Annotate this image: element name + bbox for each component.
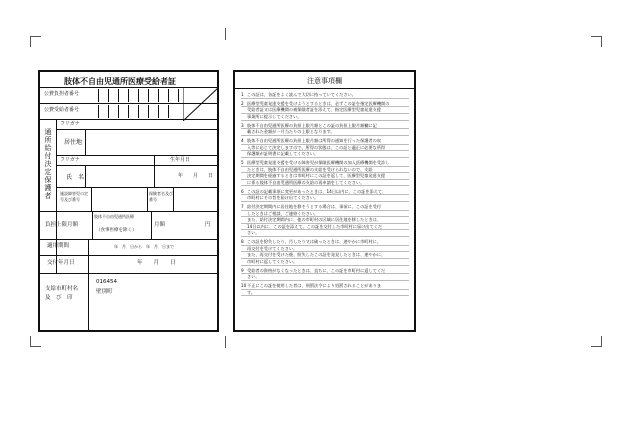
- note-text: たときは、肢体不自由児通所医療の支給を受けられないので、支給: [247, 166, 373, 172]
- period-value: 年 月 日から 年 月 日まで: [114, 244, 174, 249]
- furigana-label-2: フリガナ: [60, 157, 80, 163]
- note-item: [241, 239, 409, 265]
- payer-number-cells: [98, 89, 179, 102]
- note-line: [241, 180, 409, 187]
- guardian-side-label: 通所給付決定保護者: [44, 128, 52, 200]
- center-mark-bottom: [225, 336, 226, 348]
- note-text: さい。: [247, 274, 260, 280]
- note-line: [241, 283, 409, 290]
- notes-title: 注意事項欄: [307, 77, 342, 85]
- note-line: [241, 107, 409, 114]
- crop-mark-top-right: [591, 36, 602, 47]
- notes-card: [233, 70, 416, 332]
- note-text: 受給者証又は医療機関の被保険者証を添えて、指定医療型児童発達支援: [247, 107, 381, 113]
- note-text: 保護額が証明書に記載してください。: [247, 151, 319, 157]
- note-line: [241, 195, 409, 202]
- note-number: 4: [241, 138, 244, 144]
- limit-sub-2: （食事医療を除く）: [96, 228, 137, 233]
- note-number: 2: [241, 100, 244, 106]
- note-line: [241, 211, 409, 218]
- birthdate-label: 生年月日: [170, 157, 191, 163]
- note-line: [241, 252, 409, 259]
- note-line: [241, 239, 409, 246]
- note-text: 決定期間を経過するときは市町村にこの証を返して、医療型児童発達支援: [247, 173, 386, 179]
- note-line: [241, 274, 409, 281]
- note-line: [241, 217, 409, 224]
- note-text: したときはご相談、ご連絡ください。: [247, 210, 319, 216]
- note-line: [241, 290, 409, 297]
- note-line: [241, 259, 409, 266]
- recipient-number-cells: [98, 105, 169, 118]
- note-number: 8: [241, 239, 244, 245]
- center-mark-top: [225, 28, 226, 40]
- note-number: 7: [241, 204, 244, 210]
- note-text: この証を紛失したり、汚したり又は破ったときは、速やかに市町村に、: [247, 239, 382, 245]
- note-text: 載された金額が一月当たりの上限となります。: [247, 129, 335, 135]
- note-line: [241, 160, 409, 167]
- note-number: 6: [241, 188, 244, 194]
- note-line: [241, 173, 409, 180]
- note-line: [241, 129, 409, 136]
- note-item: [241, 92, 409, 99]
- note-text: 肢体不自由児通所医療の負担上限月額は所得の通知を行った保護者の収: [247, 138, 382, 144]
- note-text: 給付決定期間内に居住地を移そうとする場合は、事前に、この証を受付: [247, 204, 382, 210]
- note-line: [241, 145, 409, 152]
- note-item: [241, 204, 409, 237]
- certificate-card: [38, 70, 219, 332]
- note-number: 1: [241, 92, 244, 97]
- note-text: また、給付決定期間内に、他の市町村の区域に居住地を移したときは、: [247, 217, 382, 223]
- note-text: 入等に応じて決定しますので、所得の状態は、この証と適正に必要な所得: [247, 144, 386, 150]
- note-number: 5: [241, 160, 244, 166]
- recipient-number-label: 公費受給者番号: [44, 107, 80, 113]
- note-text: 医療型児童発達支援を受ける障害児が保険医療機関の加入医療機関を受診し: [247, 160, 390, 166]
- municipality-code: 016454: [96, 279, 117, 285]
- note-text: さい。: [247, 230, 260, 236]
- note-text: 再交付を受けてください。: [247, 245, 298, 251]
- note-number: 9: [241, 267, 244, 273]
- note-text: に係る肢体不自由児通所医療の支給の再申請をしてください。: [247, 179, 365, 185]
- note-text: 市町村に返してください。: [247, 258, 298, 264]
- note-text: す。: [247, 289, 256, 295]
- note-item: [241, 283, 409, 296]
- note-number: 10: [241, 283, 247, 289]
- note-line: [241, 114, 409, 121]
- certificate-title: 肢体不自由児通所医療受給者証: [64, 77, 176, 86]
- note-line: [241, 92, 409, 99]
- note-line: [241, 101, 409, 108]
- note-item: [241, 189, 409, 202]
- note-text: 受給者の資格がなくなったときは、直ちに、この証を市町村に返してくだ: [247, 267, 386, 273]
- note-text: 14日以内に、この証を添えて、この証を交付した市町村に届け出てくだ: [247, 223, 383, 229]
- note-text: 不正にこの証を使用した者は、刑罰法令により処罰されることがありま: [247, 283, 382, 289]
- crop-mark-top-left: [30, 36, 41, 47]
- note-text: 医療型児童発達支援を受けようとするときは、必ずこの証を指定医療機関の: [247, 100, 390, 106]
- limit-sub-1: 肢体不自由児通所医療: [94, 214, 134, 219]
- payer-number-label: 公費負担者番号: [44, 91, 80, 97]
- note-item: [241, 123, 409, 136]
- insurer-label: 保険者名及び番号: [149, 191, 173, 202]
- notes-list: [241, 92, 409, 299]
- note-number: 3: [241, 122, 244, 128]
- residence-label: 居住地: [64, 139, 83, 146]
- note-item: [241, 160, 409, 186]
- note-text: 肢体不自由児通所医療の負担上限月額とこの証の負担上限月額欄に記: [247, 122, 377, 128]
- note-text: 市町村にその旨を届け出てください。: [247, 195, 319, 201]
- municipality-label-2: 及 び 印: [45, 295, 73, 301]
- crop-mark-bottom-left: [30, 336, 41, 347]
- note-item: [241, 138, 409, 158]
- note-text: この証の記載事項に変更があったときは、14日以内に、この証を添えて、: [247, 188, 387, 194]
- note-line: [241, 167, 409, 174]
- monthly-label: 月額: [154, 222, 166, 228]
- blank-diagonal: [183, 87, 219, 121]
- crop-mark-bottom-right: [591, 336, 602, 347]
- municipality-name: 壁別町: [96, 289, 113, 295]
- note-line: [241, 224, 409, 231]
- note-item: [241, 101, 409, 121]
- note-line: [241, 138, 409, 145]
- birthdate-units: 年 月 日: [178, 173, 214, 179]
- note-text: この証は、各証をよく読んで大切に持っていてください。: [247, 92, 356, 97]
- issue-date-label: 交付年月日: [47, 260, 75, 266]
- facility-label: 施設障害児の定号及び番号: [60, 191, 88, 202]
- note-line: [241, 230, 409, 237]
- furigana-label-1: フリガナ: [60, 121, 80, 127]
- note-line: [241, 151, 409, 158]
- yen-label: 円: [205, 222, 211, 228]
- note-line: [241, 123, 409, 130]
- note-line: [241, 204, 409, 211]
- period-label: 適用期間: [47, 243, 70, 249]
- note-line: [241, 246, 409, 253]
- limit-label: 負担上限月額: [45, 222, 79, 228]
- note-item: [241, 268, 409, 281]
- note-line: [241, 268, 409, 275]
- issue-date-value: 年 月 日: [137, 260, 176, 266]
- name-label: 氏 名: [66, 174, 85, 181]
- municipality-label-1: 支給市町村名: [45, 286, 79, 292]
- note-line: [241, 189, 409, 196]
- note-text: 事業所に提示してください。: [247, 113, 302, 119]
- note-text: また、再交付を受けた後、紛失したこの証を発見したときは、速やかに、: [247, 252, 386, 258]
